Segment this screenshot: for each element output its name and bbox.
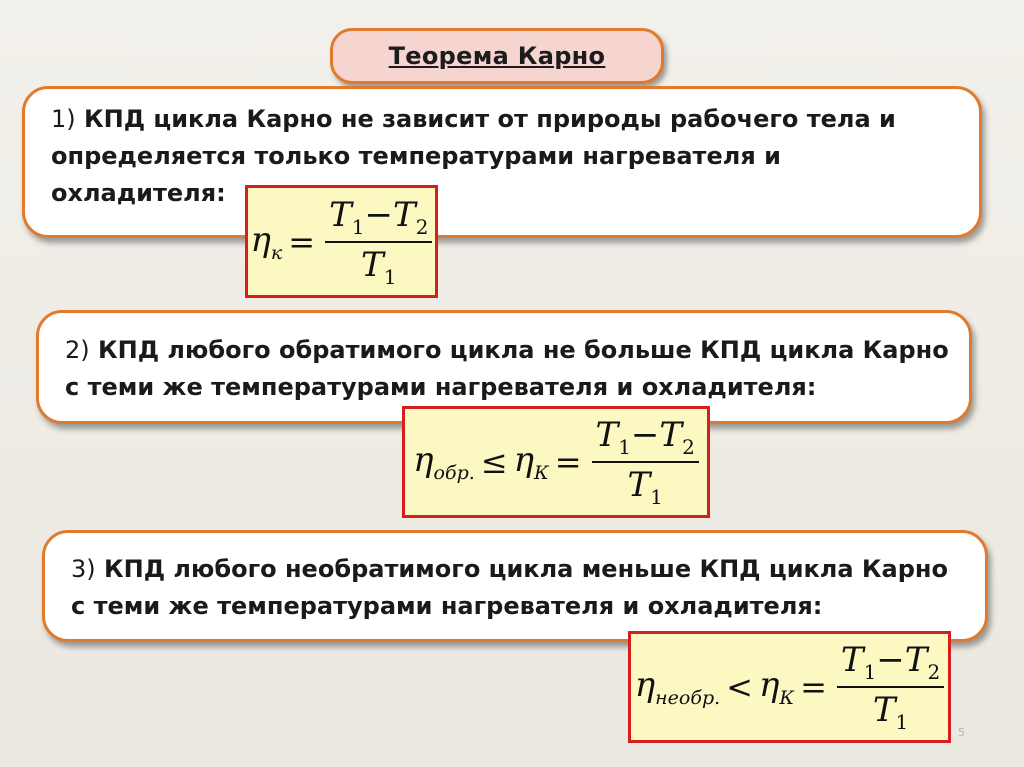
statement-1-number: 1) [51, 105, 76, 133]
formula-3-lhs: $\eta_{необр.}$ [634, 665, 721, 709]
statement-3-box [42, 530, 988, 642]
formula-3-denominator: $T_1$ [872, 690, 909, 734]
formula-1-fraction [325, 195, 432, 289]
formula-1-box [245, 185, 438, 298]
statement-1-body: КПД цикла Карно не зависит от природы рабочего тела и определяется только температурами нагревателя и охладителя: [51, 105, 896, 207]
formula-2-lhs: $\eta_{обр.}$ [413, 440, 475, 484]
formula-2-fraction [592, 415, 699, 509]
formula-3-numerator: $T_1-T_2$ [837, 640, 944, 688]
formula-3-equals: = [800, 668, 827, 706]
formula-2-box [402, 406, 710, 518]
statement-1-text [51, 101, 961, 212]
formula-2-denominator: $T_1$ [627, 465, 663, 509]
statement-2-text [65, 332, 951, 406]
formula-3-fraction [837, 640, 944, 734]
formula-3-relation: < [726, 668, 753, 706]
statement-3-text [71, 551, 967, 625]
statement-2-number: 2) [65, 336, 90, 364]
formula-1-equals: = [288, 222, 316, 261]
statement-3-body: КПД любого необратимого цикла меньше КПД цикла Карно с теми же температурами нагревателя и охладителя: [71, 555, 948, 620]
slide-title: Теорема Карно [388, 42, 606, 70]
formula-2-eta-k: $\eta_К$ [513, 440, 549, 484]
statement-2-body: КПД любого обратимого цикла не больше КПД цикла Карно с теми же температурами нагревателя и охладителя: [65, 336, 949, 401]
page-number: 5 [958, 726, 965, 739]
title-box [330, 28, 664, 84]
statement-3-number: 3) [71, 555, 96, 583]
formula-3-eta-k: $\eta_К$ [758, 665, 795, 709]
formula-2-equals: = [554, 443, 582, 481]
statement-1-box [22, 86, 982, 238]
formula-1-denominator: $T_1$ [361, 244, 397, 289]
formula-1-lhs: $\eta_к$ [250, 219, 283, 264]
formula-3-box [628, 631, 951, 743]
formula-2-numerator: $T_1-T_2$ [592, 415, 699, 463]
formula-2-relation: ≤ [480, 443, 508, 481]
formula-1-numerator: $T_1-T_2$ [325, 195, 432, 243]
